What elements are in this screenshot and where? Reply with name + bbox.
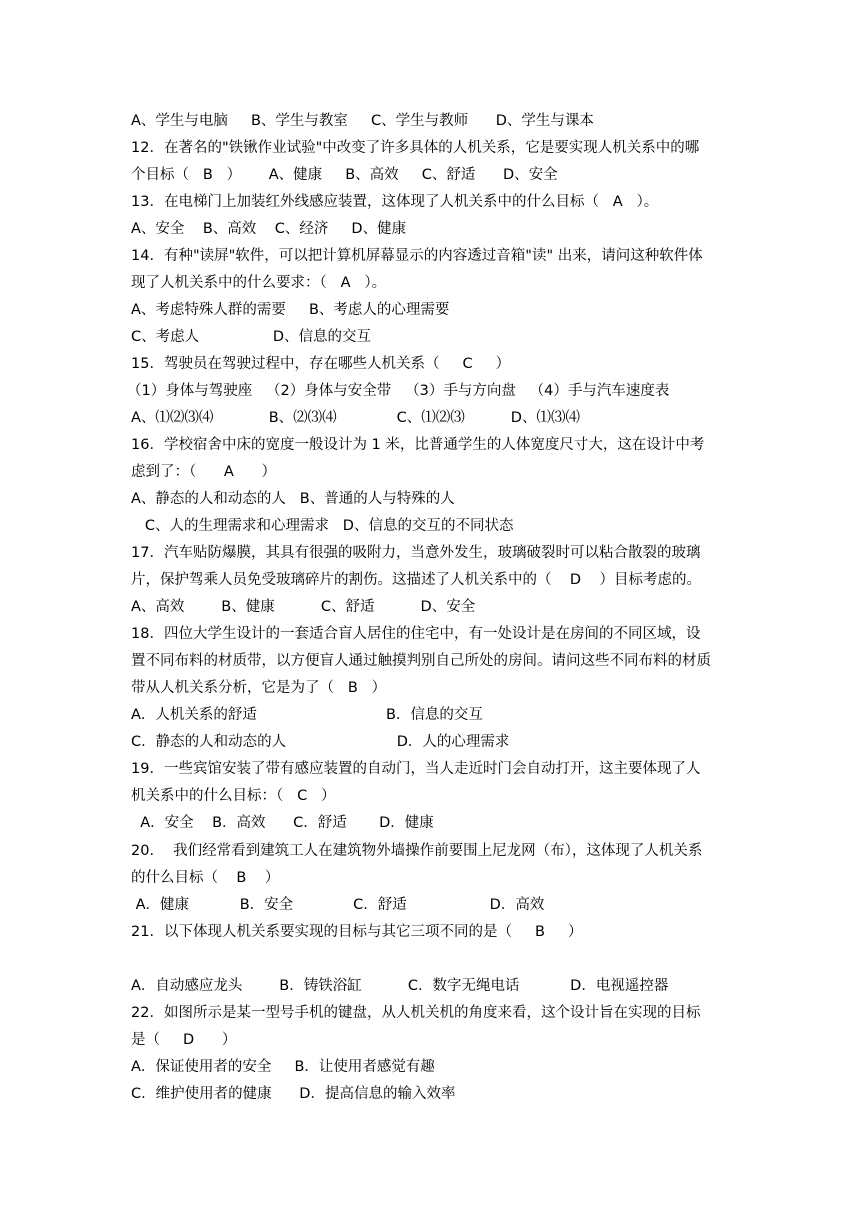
text-line: 片，保护驾乘人员免受玻璃碎片的割伤。这描述了人机关系中的（ D ）目标考虑的。 (131, 572, 702, 588)
text-line: A、考虑特殊人群的需要 B、考虑人的心理需要 (131, 302, 450, 318)
text-line: 是（ D ） (131, 1032, 237, 1048)
text-line: A、学生与电脑 B、学生与教室 C、学生与教师 D、学生与课本 (131, 113, 594, 129)
text-line: A、静态的人和动态的人 B、普通的人与特殊的人 (131, 491, 455, 507)
text-line: 21．以下体现人机关系要实现的目标与其它三项不同的是（ B ） (131, 924, 583, 940)
text-line: A、安全 B、高效 C、经济 D、健康 (131, 221, 407, 237)
text-line: 个目标（ B ） A、健康 B、高效 C、舒适 D、安全 (131, 167, 558, 183)
text-line: C．静态的人和动态的人 D．人的心理需求 (131, 734, 510, 750)
text-line: A、⑴⑵⑶⑷ B、⑵⑶⑷ C、⑴⑵⑶ D、⑴⑶⑷ (131, 410, 580, 426)
text-line: A．安全 B．高效 C．舒适 D．健康 (131, 815, 434, 831)
text-line: 18．四位大学生设计的一套适合盲人居住的住宅中，有一处设计是在房间的不同区域，设 (131, 626, 701, 642)
text-line: 22．如图所示是某一型号手机的键盘，从人机关机的角度来看，这个设计旨在实现的目标 (131, 1005, 701, 1021)
text-line: 15．驾驶员在驾驶过程中，存在哪些人机关系（ C ） (131, 356, 511, 372)
text-line: 16．学校宿舍中床的宽度一般设计为 1 米，比普通学生的人体宽度尺寸大，这在设计中考 (131, 437, 705, 453)
text-line: A．保证使用者的安全 B．让使用者感觉有趣 (131, 1059, 435, 1075)
text-line: 14．有种"读屏"软件，可以把计算机屏幕显示的内容透过音箱"读" 出来，请问这种软件体 (131, 248, 703, 264)
text-line: 带从人机关系分析，它是为了（ B ） (131, 680, 387, 696)
text-line: C、考虑人 D、信息的交互 (131, 329, 372, 345)
text-line: C、人的生理需求和心理需求 D、信息的交互的不同状态 (131, 518, 514, 534)
text-line: 的什么目标（ B ） (131, 870, 280, 886)
text-line: 19．一些宾馆安装了带有感应装置的自动门，当人走近时门会自动打开，这主要体现了人 (131, 761, 701, 777)
text-line: 机关系中的什么目标：（ C ） (131, 788, 336, 804)
text-line: C．维护使用者的健康 D．提高信息的输入效率 (131, 1086, 456, 1102)
text-line: 现了人机关系中的什么要求：（ A ）。 (131, 275, 387, 291)
text-line: 置不同布料的材质带，以方便盲人通过触摸判别自己所处的房间。请问这些不同布料的材质 (131, 653, 711, 669)
text-line: （1）身体与驾驶座 （2）身体与安全带 （3）手与方向盘 （4）手与汽车速度表 (127, 383, 670, 399)
text-line: A．自动感应龙头 B．铸铁浴缸 C．数字无绳电话 D．电视遥控器 (131, 978, 669, 994)
text-line: A．健康 B．安全 C．舒适 D．高效 (131, 897, 545, 913)
text-line: 20． 我们经常看到建筑工人在建筑物外墙操作前要围上尼龙网（布），这体现了人机关系 (131, 843, 703, 859)
text-line: 12．在著名的"铁锹作业试验"中改变了许多具体的人机关系，它是要实现人机关系中的哪 (131, 140, 700, 156)
text-line: A．人机关系的舒适 B．信息的交互 (131, 707, 483, 723)
text-line: 虑到了：（ A ） (131, 464, 276, 480)
text-line: A、高效 B、健康 C、舒适 D、安全 (131, 599, 476, 615)
text-line: 17．汽车贴防爆膜，其具有很强的吸附力，当意外发生，玻璃破裂时可以粘合散裂的玻璃 (131, 545, 701, 561)
text-line: 13．在电梯门上加装红外线感应装置，这体现了人机关系中的什么目标（ A ）。 (131, 194, 659, 210)
